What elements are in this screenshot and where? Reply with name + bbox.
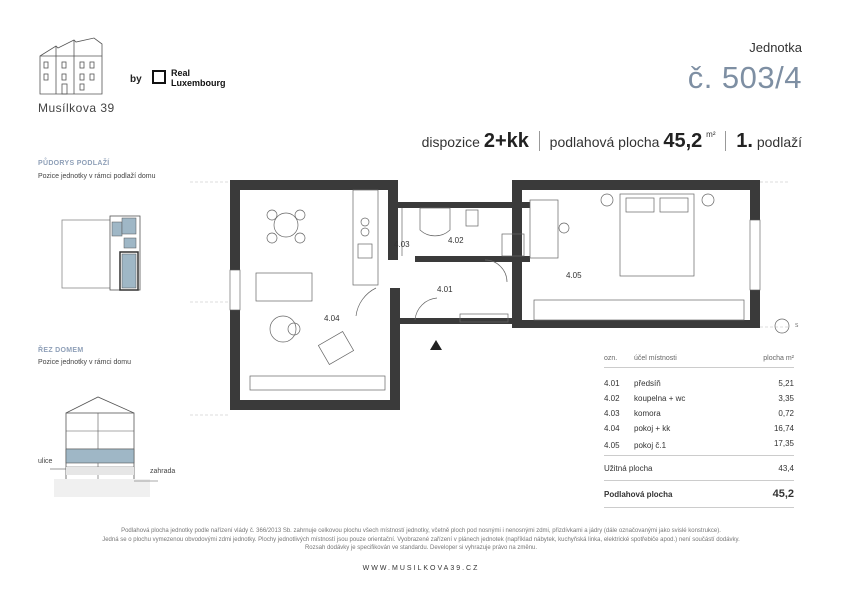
divider bbox=[725, 131, 726, 151]
usable-area-value: 43,4 bbox=[778, 463, 794, 473]
row-area: 3,35 bbox=[778, 394, 794, 403]
website-link[interactable]: WWW.MUSILKOVA39.CZ bbox=[362, 565, 480, 572]
usable-area-row bbox=[604, 456, 794, 481]
area-unit: m² bbox=[706, 130, 716, 139]
col-code: ozn. bbox=[604, 350, 634, 368]
layout-value: 2+kk bbox=[483, 130, 529, 152]
floorplan-title: PŮDORYS PODLAŽÍ bbox=[38, 160, 110, 167]
table-row bbox=[604, 436, 794, 456]
building-logo-icon bbox=[36, 36, 108, 98]
floor-value: 1. bbox=[736, 130, 753, 152]
room-label-4.01: 4.01 bbox=[437, 285, 453, 294]
room-table bbox=[604, 350, 794, 508]
row-purpose: pokoj č.1 bbox=[634, 441, 667, 450]
footer-line: Podlahová plocha jednotky podle nařízení vlády č. 366/2013 Sb. zahrnuje celkovou plochu všech místností jednotky, včetně ploch pod nosnými i nenosnými zdmi, přizdívkami a jádry (dále označovanými jako svislé konstrukce). bbox=[121, 528, 721, 534]
row-purpose: koupelna + wc bbox=[634, 394, 686, 403]
footer-line: Rozsah dodávky je specifikován ve standardu. Developer si vyhrazuje právo na změnu. bbox=[304, 545, 538, 551]
room-label-4.05: 4.05 bbox=[566, 271, 582, 280]
layout-label: dispozice bbox=[421, 134, 480, 150]
developer-name: Real Luxembourg bbox=[171, 68, 226, 88]
section-title: ŘEZ DOMEM bbox=[38, 347, 84, 354]
row-purpose: pokoj + kk bbox=[634, 424, 671, 433]
room-table-header bbox=[604, 350, 794, 368]
garden-label: zahrada bbox=[150, 468, 176, 475]
building-section-diagram bbox=[50, 393, 160, 503]
row-purpose: komora bbox=[634, 409, 661, 418]
row-area: 16,74 bbox=[773, 424, 794, 433]
floor-area-value: 45,2 bbox=[772, 488, 794, 500]
row-code: 4.03 bbox=[604, 409, 620, 418]
room-label-4.03: 4.03 bbox=[394, 240, 410, 249]
floor-label: podlaží bbox=[756, 134, 802, 150]
footer-disclaimer bbox=[30, 527, 812, 553]
table-row bbox=[604, 406, 794, 421]
street-label: ulice bbox=[38, 458, 53, 465]
row-code: 4.05 bbox=[604, 441, 620, 450]
unit-summary bbox=[422, 130, 802, 153]
col-area: plocha m² bbox=[734, 350, 794, 368]
section-subtitle: Pozice jednotky v rámci domu bbox=[38, 359, 131, 366]
usable-area-label: Užitná plocha bbox=[604, 463, 653, 473]
col-purpose: účel místnosti bbox=[634, 350, 734, 368]
row-code: 4.02 bbox=[604, 394, 620, 403]
row-area: 17,35 bbox=[773, 439, 794, 448]
unit-label: Jednotka bbox=[749, 40, 802, 55]
entrance-marker-icon bbox=[430, 340, 442, 350]
area-label: podlahová plocha bbox=[549, 134, 660, 150]
floorplan-subtitle: Pozice jednotky v rámci podlaží domu bbox=[38, 173, 156, 180]
row-code: 4.01 bbox=[604, 379, 620, 388]
row-area: 0,72 bbox=[778, 409, 794, 418]
row-area: 5,21 bbox=[778, 379, 794, 388]
compass-icon bbox=[775, 319, 789, 333]
unit-number: č. 503/4 bbox=[687, 60, 802, 95]
floor-area-row bbox=[604, 481, 794, 508]
brand-name: Musílkova 39 bbox=[38, 101, 115, 115]
row-purpose: předsíň bbox=[634, 379, 661, 388]
divider bbox=[539, 131, 540, 151]
table-row bbox=[604, 421, 794, 436]
by-label: by bbox=[130, 74, 142, 85]
compass-label: S bbox=[795, 323, 799, 329]
floor-area-label: Podlahová plocha bbox=[604, 489, 673, 499]
table-row bbox=[604, 376, 794, 391]
developer-logo-icon bbox=[152, 70, 166, 84]
floor-position-diagram bbox=[56, 212, 146, 292]
footer-line: Jedná se o plochu vymezenou obvodovými zdmi jednotky. Plochy jednotlivých místností jsou pouze orientační. Vyobrazené zařízení v plánech jednotek (například nábytek, kuchyňská linka, elektrické spotřebiče apod.) není součástí dodávky. bbox=[102, 536, 740, 543]
area-value: 45,2 bbox=[663, 130, 703, 152]
room-label-4.02: 4.02 bbox=[448, 236, 464, 245]
table-row bbox=[604, 391, 794, 406]
row-code: 4.04 bbox=[604, 424, 620, 433]
room-label-4.04: 4.04 bbox=[324, 314, 340, 323]
